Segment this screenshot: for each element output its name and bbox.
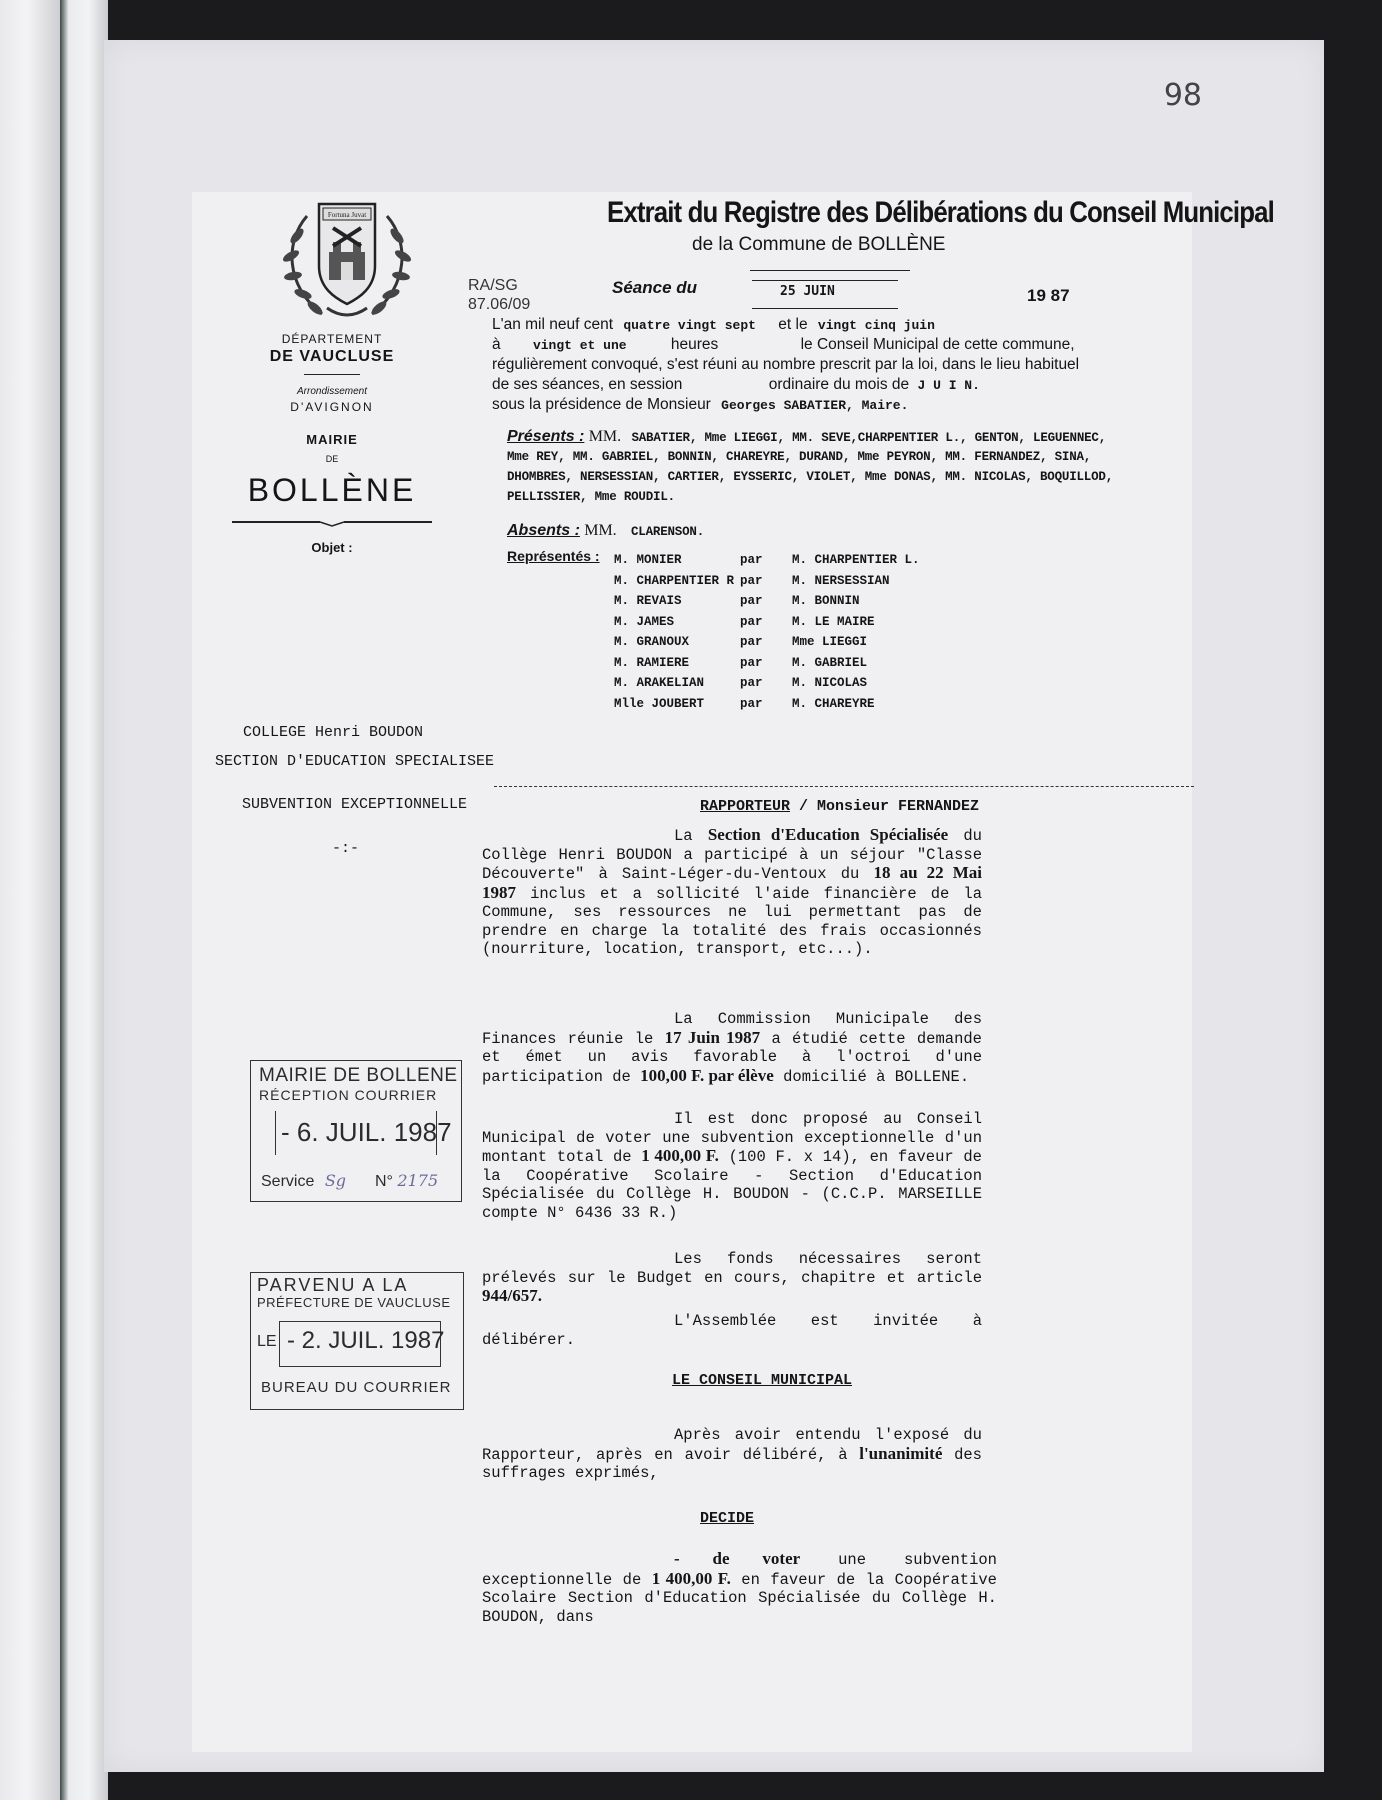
text: inclus et a sollicité l'aide financière de la Commune, ses ressources ne lui permettant pas de prendre en charge la totalité des frais occasionnés (nourriture, location, transport, etc...). <box>482 884 982 958</box>
text: Il est donc proposé au Conseil Municipal de voter une subvention exceptionnelle d'un montant total de <box>482 1110 982 1166</box>
proxy-name: M. NICOLAS <box>792 676 868 690</box>
text: La Commission Municipale des Finances réunie le <box>482 1010 982 1048</box>
intro-text: et le <box>778 316 808 333</box>
seance-day: 25 JUIN <box>780 284 835 299</box>
text: La <box>674 827 693 845</box>
rapporteur-label: RAPPORTEUR <box>700 798 791 815</box>
date-rule-top <box>752 280 898 281</box>
paragraph-4 <box>482 1250 982 1307</box>
absents-mm: MM. <box>584 522 617 539</box>
text-bold: 1 400,00 F. <box>651 1568 731 1588</box>
arrondissement-label: Arrondissement <box>296 386 368 397</box>
list-item <box>614 653 920 674</box>
date-rule-bottom <box>752 308 898 309</box>
reception-stamp <box>250 1060 462 1202</box>
par-label: par <box>740 655 763 670</box>
prefecture-stamp <box>250 1272 464 1410</box>
proxy-name: Mme LIEGGI <box>792 635 868 649</box>
ville-name: BOLLÈNE <box>247 472 417 508</box>
presents-line-4: PELLISSIER, Mme ROUDIL. <box>507 490 675 504</box>
par-label: par <box>740 696 763 711</box>
represented-name: M. REVAIS <box>614 594 682 608</box>
intro-day: vingt cinq juin <box>817 318 935 333</box>
text: du Collège Henri BOUDON a participé à un séjour "Classe Découverte" à Saint-Léger-du-Ventoux du <box>482 827 982 883</box>
paragraph-3 <box>482 1110 982 1222</box>
text-bold: - de voter <box>674 1549 801 1568</box>
par-label: par <box>740 573 763 588</box>
text: en faveur de la Coopérative Scolaire Section d'Education Spécialisée du Collège H. BOUDON, dans <box>482 1570 997 1626</box>
list-item <box>614 612 920 633</box>
subject-line-3: SUBVENTION EXCEPTIONNELLE <box>242 796 468 813</box>
stamp-date: - 2. JUIL. 1987 <box>287 1327 445 1354</box>
proxy-name: M. GABRIEL <box>792 655 868 670</box>
page-number: 98 <box>1163 78 1202 113</box>
register-page <box>104 40 1324 1772</box>
stamp-line-2: PRÉFECTURE DE VAUCLUSE <box>257 1295 451 1310</box>
par-label: par <box>740 614 763 629</box>
reference-line-1: RA/SG <box>468 277 518 294</box>
represented-name: M. RAMIERE <box>614 655 690 670</box>
intro-month: J U I N. <box>917 378 980 393</box>
representes-list <box>614 550 920 714</box>
number-label: N° <box>375 1173 393 1190</box>
paragraph-6 <box>482 1426 982 1483</box>
paragraph-2 <box>482 1010 982 1086</box>
dashed-separator <box>494 786 1194 787</box>
arrondissement-name: D'AVIGNON <box>290 400 374 414</box>
proxy-name: M. CHAREYRE <box>792 696 875 711</box>
presents-names: SABATIER, Mme LIEGGI, MM. SEVE,CHARPENTIER L., GENTON, LEGUENNEC, <box>631 431 1107 445</box>
represented-name: M. GRANOUX <box>614 635 690 649</box>
represented-name: M. CHARPENTIER R <box>614 573 735 588</box>
proxy-name: M. LE MAIRE <box>792 614 875 629</box>
decide-heading: DECIDE <box>700 1510 755 1527</box>
proxy-name: M. BONNIN <box>792 594 860 608</box>
departement-name: DE VAUCLUSE <box>269 348 395 365</box>
intro-text: ordinaire du mois de <box>768 376 910 393</box>
seance-label: Séance du <box>612 278 698 297</box>
intro-line-2 <box>492 336 1075 354</box>
intro-text: le Conseil Municipal de cette commune, <box>800 336 1075 353</box>
proxy-name: M. CHARPENTIER L. <box>792 553 920 567</box>
paragraph-1 <box>482 826 982 959</box>
rapporteur-line <box>700 798 979 815</box>
intro-president: Georges SABATIER, Maire. <box>721 398 909 413</box>
intro-text: heures <box>670 336 719 353</box>
subject-line-2: SECTION D'EDUCATION SPECIALISEE <box>215 753 495 770</box>
text: domicilié à BOLLENE. <box>783 1067 970 1086</box>
text: Les fonds nécessaires seront prélevés sur le Budget en cours, chapitre et article <box>482 1250 982 1287</box>
bollene-coat-of-arms-icon <box>267 196 427 326</box>
list-item <box>614 673 920 694</box>
representes-label: Représentés : <box>507 548 600 564</box>
text: a étudié cette demande et émet un avis favorable à l'octroi d'une participation de <box>482 1029 982 1086</box>
mairie-label: MAIRIE <box>306 432 358 447</box>
intro-line-3: régulièrement convoqué, s'est réuni au nombre prescrit par la loi, dans le lieu habituel <box>492 356 1080 373</box>
stamp-le-label: LE <box>257 1333 277 1350</box>
presents-line-1 <box>507 428 1106 446</box>
represented-name: M. MONIER <box>614 553 682 567</box>
represented-name: M. JAMES <box>614 614 675 629</box>
text: une subvention exceptionnelle de <box>482 1551 997 1589</box>
par-label: par <box>740 676 763 690</box>
intro-line-5 <box>492 396 908 414</box>
service-label: Service <box>261 1173 315 1190</box>
text: (100 F. x 14), en faveur de la Coopérative Scolaire - Section d'Education Spécialisée du Collège H. BOUDON - (C.C.P. MARSEILLE compte N° 6436 33 R.) <box>482 1148 982 1222</box>
paragraph-7 <box>482 1550 997 1626</box>
presents-line-2: Mme REY, MM. GABRIEL, BONNIN, CHAREYRE, DURAND, Mme PEYRON, MM. FERNANDEZ, SINA, <box>507 450 1092 464</box>
text-bold: 1 400,00 F. <box>641 1146 719 1165</box>
list-item <box>614 550 920 571</box>
list-item <box>614 694 920 715</box>
text: Après avoir entendu l'exposé du Rapporteur, après en avoir délibéré, à <box>482 1426 982 1464</box>
service-value: Sg <box>324 1171 347 1190</box>
subject-line-1: COLLEGE Henri BOUDON <box>243 724 424 741</box>
represented-name: Mlle JOUBERT <box>614 696 705 711</box>
text: des suffrages exprimés, <box>482 1445 982 1482</box>
stamp-bureau: BUREAU DU COURRIER <box>261 1379 452 1396</box>
text-bold: 100,00 F. par élève <box>640 1065 774 1085</box>
left-page-edge <box>0 0 60 1800</box>
subject-line-4: -:- <box>332 840 360 857</box>
departement-label: DÉPARTEMENT <box>281 332 383 346</box>
absents-line <box>507 522 704 540</box>
stamp-line-1: PARVENU A LA <box>257 1275 409 1295</box>
commune-title: de la Commune de BOLLÈNE <box>692 234 946 255</box>
intro-line-4 <box>492 376 980 394</box>
de-label: DE <box>325 454 339 464</box>
par-label: par <box>740 553 763 567</box>
list-item <box>614 591 920 612</box>
stamp-date: - 6. JUIL. 1987 <box>281 1117 452 1147</box>
intro-text: à <box>492 336 501 353</box>
intro-hour: vingt et une <box>532 338 627 353</box>
text-bold: l'unanimité <box>859 1443 943 1463</box>
rapporteur-name: / Monsieur FERNANDEZ <box>799 798 980 815</box>
proxy-name: M. NERSESSIAN <box>792 573 890 588</box>
seance-year: 19 87 <box>1027 286 1070 305</box>
presents-mm: MM. <box>588 428 622 445</box>
intro-year: quatre vingt sept <box>623 318 756 333</box>
par-label: par <box>740 635 763 649</box>
ornament-rule-icon <box>232 516 432 528</box>
text-bold: 17 Juin 1987 <box>664 1027 761 1047</box>
binding-spine <box>60 0 108 1800</box>
absents-label: Absents : <box>507 522 580 539</box>
text-bold: 944/657. <box>482 1286 542 1305</box>
list-item <box>614 632 920 653</box>
text: L'Assemblée est invitée à délibérer. <box>482 1312 982 1349</box>
par-label: par <box>740 594 763 608</box>
intro-text: sous la présidence de Monsieur <box>492 396 711 413</box>
divider <box>304 374 360 375</box>
stamp-number <box>375 1171 438 1191</box>
objet-label: Objet : <box>311 540 353 555</box>
list-item <box>614 571 920 592</box>
presents-line-3: DHOMBRES, NERSESSIAN, CARTIER, EYSSERIC, VIOLET, Mme DONAS, MM. NICOLAS, BOQUILLOD, <box>507 470 1114 484</box>
intro-text: de ses séances, en session <box>492 376 683 393</box>
reference-block <box>468 276 530 314</box>
stamp-line-2: RÉCEPTION COURRIER <box>259 1087 438 1103</box>
conseil-heading: LE CONSEIL MUNICIPAL <box>672 1372 853 1389</box>
presents-label: Présents : <box>507 428 585 445</box>
text-bold: 18 au 22 Mai 1987 <box>482 863 982 902</box>
absents-names: CLARENSON. <box>630 525 704 539</box>
intro-text: L'an mil neuf cent <box>492 316 614 333</box>
stamp-line-1: MAIRIE DE BOLLENE <box>259 1065 458 1086</box>
deliberation-sheet <box>192 192 1274 1752</box>
crest-motto: Fortuna Juvat <box>327 211 367 219</box>
stamp-service <box>261 1171 346 1191</box>
document-title: Extrait du Registre des Délibérations du Conseil Municipal <box>607 196 1274 229</box>
title-underline <box>750 270 910 271</box>
number-value: 2175 <box>397 1171 439 1190</box>
intro-line-1 <box>492 316 935 334</box>
paragraph-5 <box>482 1312 982 1349</box>
represented-name: M. ARAKELIAN <box>614 676 705 690</box>
text-bold: Section d'Education Spécialisée <box>707 825 949 844</box>
reference-line-2: 87.06/09 <box>468 296 531 313</box>
